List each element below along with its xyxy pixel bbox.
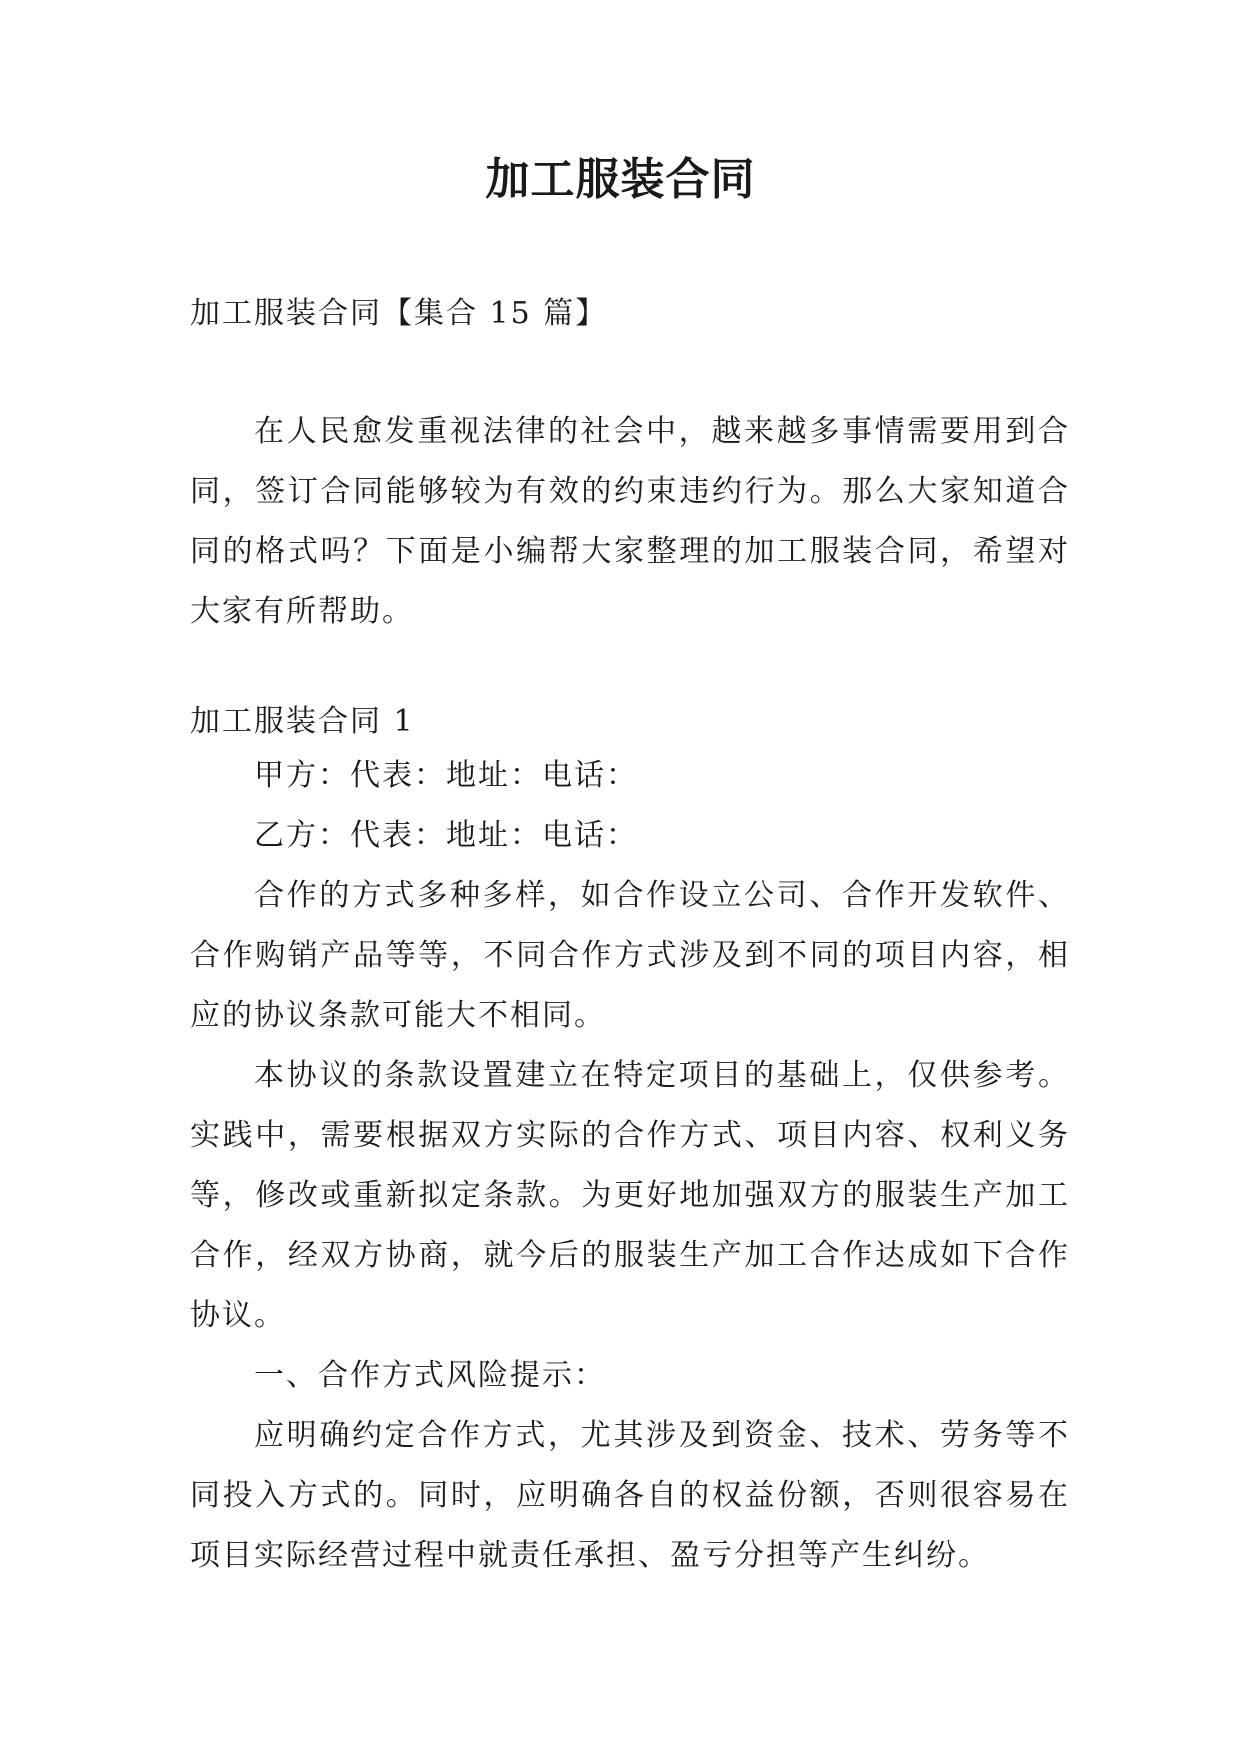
party-b-line: 乙方：代表：地址：电话： (254, 818, 638, 853)
document-subtitle: 加工服装合同【集合 15 篇】 (190, 296, 608, 331)
intro-block (190, 402, 1070, 642)
body-paragraph: 合作的方式多种多样，如合作设立公司、合作开发软件、合作购销产品等等，不同合作方式涉及到不同的项目内容，相应的协议条款可能大不相同。 (190, 878, 1070, 1033)
clause-heading: 一、合作方式风险提示： (254, 1358, 606, 1393)
party-a-line: 甲方：代表：地址：电话： (254, 758, 638, 793)
contract-body (190, 746, 1070, 1586)
body-paragraph: 应明确约定合作方式，尤其涉及到资金、技术、劳务等不同投入方式的。同时，应明确各自的权益份额，否则很容易在项目实际经营过程中就责任承担、盈亏分担等产生纠纷。 (190, 1418, 1070, 1573)
document-title: 加工服装合同 (485, 154, 756, 205)
body-paragraph: 本协议的条款设置建立在特定项目的基础上，仅供参考。实践中，需要根据双方实际的合作方式、项目内容、权利义务等，修改或重新拟定条款。为更好地加强双方的服装生产加工合作，经双方协商，就今后的服装生产加工合作达成如下合作协议。 (190, 1058, 1070, 1333)
section-heading: 加工服装合同 1 (190, 704, 415, 739)
intro-paragraph: 在人民愈发重视法律的社会中，越来越多事情需要用到合同，签订合同能够较为有效的约束违约行为。那么大家知道合同的格式吗？下面是小编帮大家整理的加工服装合同，希望对大家有所帮助。 (190, 414, 1070, 629)
